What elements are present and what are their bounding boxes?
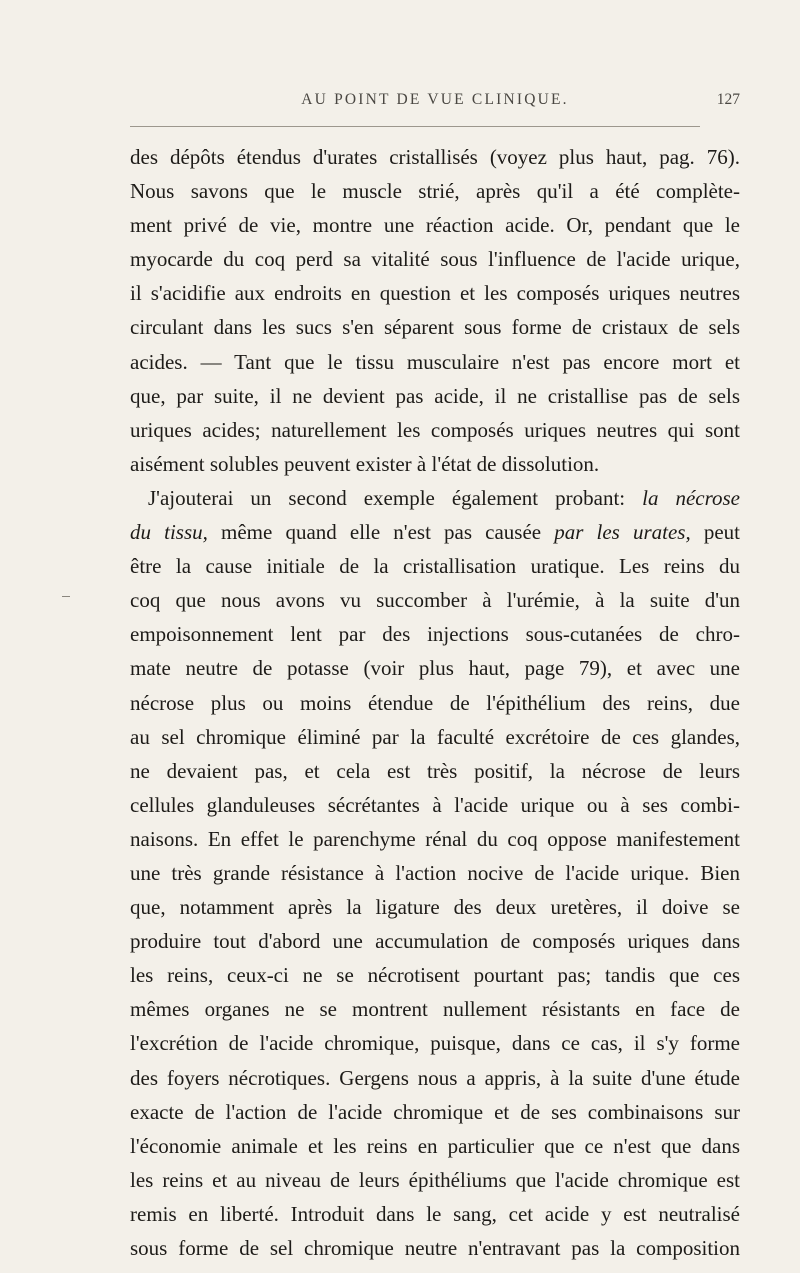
text-line: ment privé de vie, montre une réaction acide. Or, pendant que le (130, 213, 740, 238)
text-line: les reins et au niveau de leurs épithéliums que l'acide chromique est (130, 1167, 740, 1192)
text-line: des dépôts étendus d'urates cristallisés (voyez plus haut, pag. 76). (130, 145, 740, 169)
text-line: l'excrétion de l'acide chromique, puisque, dans ce cas, il s'y forme (130, 1031, 740, 1056)
text-line: aisément solubles peuvent exister à l'état de dissolution. (130, 451, 600, 476)
text-line: il s'acidifie aux endroits en question et les composés uriques neutres (130, 281, 740, 306)
text-line: ne devaient pas, et cela est très positif, la nécrose de leurs (130, 758, 740, 783)
text-line: Nous savons que le muscle strié, après qu'il a été complète- (130, 179, 740, 204)
text-line: sous forme de sel chromique neutre n'entravant pas la composition (130, 1236, 740, 1260)
text-line: myocarde du coq perd sa vitalité sous l'influence de l'acide urique, (130, 247, 740, 272)
text-line: circulant dans les sucs s'en séparent sous forme de cristaux de sels (130, 315, 740, 340)
text-line: naisons. En effet le parenchyme rénal du coq oppose manifestement (130, 826, 740, 851)
text-line: les reins, ceux-ci ne se nécrotisent pourtant pas; tandis que ces (130, 963, 740, 988)
text-line: une très grande résistance à l'action nocive de l'acide urique. Bien (130, 860, 740, 885)
body-text (130, 140, 740, 1265)
text-line: cellules glanduleuses sécrétantes à l'acide urique ou à ses combi- (130, 792, 740, 817)
text-line: remis en liberté. Introduit dans le sang, cet acide y est neutralisé (130, 1201, 740, 1226)
page-number: 127 (716, 91, 740, 108)
text-line: au sel chromique éliminé par la faculté excrétoire de ces glandes, (130, 724, 740, 749)
text-line: des foyers nécrotiques. Gergens nous a appris, à la suite d'une étude (130, 1065, 740, 1090)
text-line: que, par suite, il ne devient pas acide, il ne cristallise pas de sels (130, 383, 740, 408)
running-title: AU POINT DE VUE CLINIQUE. (301, 91, 569, 108)
italic-text: par les urates, (554, 520, 691, 545)
text-line: empoisonnement lent par des injections sous-cutanées de chro- (130, 622, 740, 647)
text-line: exacte de l'action de l'acide chromique et de ses combinaisons sur (130, 1099, 740, 1124)
italic-text: la nécrose (642, 485, 740, 510)
text-line: coq que nous avons vu succomber à l'urémie, à la suite d'un (130, 588, 740, 613)
text-line: mate neutre de potasse (voir plus haut, page 79), et avec une (130, 656, 740, 681)
text-line: acides. — Tant que le tissu musculaire n'est pas encore mort et (130, 349, 740, 374)
text-line: que, notamment après la ligature des deux uretères, il doive se (130, 895, 740, 920)
text-line: l'économie animale et les reins en particulier que ce n'est que dans (130, 1133, 740, 1158)
italic-text: du tissu, (130, 520, 208, 545)
text-line: uriques acides; naturellement les composés uriques neutres qui sont (130, 417, 740, 442)
margin-mark (62, 596, 70, 597)
text-line: être la cause initiale de la cristallisation uratique. Les reins du (130, 554, 740, 579)
text-line: du tissu, même quand elle n'est pas causée par les urates, peut (130, 520, 741, 545)
header-rule (130, 126, 700, 127)
text-line: J'ajouterai un second exemple également probant: la nécrose (148, 485, 740, 510)
running-head (130, 91, 740, 113)
text-line: nécrose plus ou moins étendue de l'épithélium des reins, due (130, 690, 740, 715)
text-line: mêmes organes ne se montrent nullement résistants en face de (130, 997, 740, 1022)
text-line: produire tout d'abord une accumulation de composés uriques dans (130, 929, 740, 954)
